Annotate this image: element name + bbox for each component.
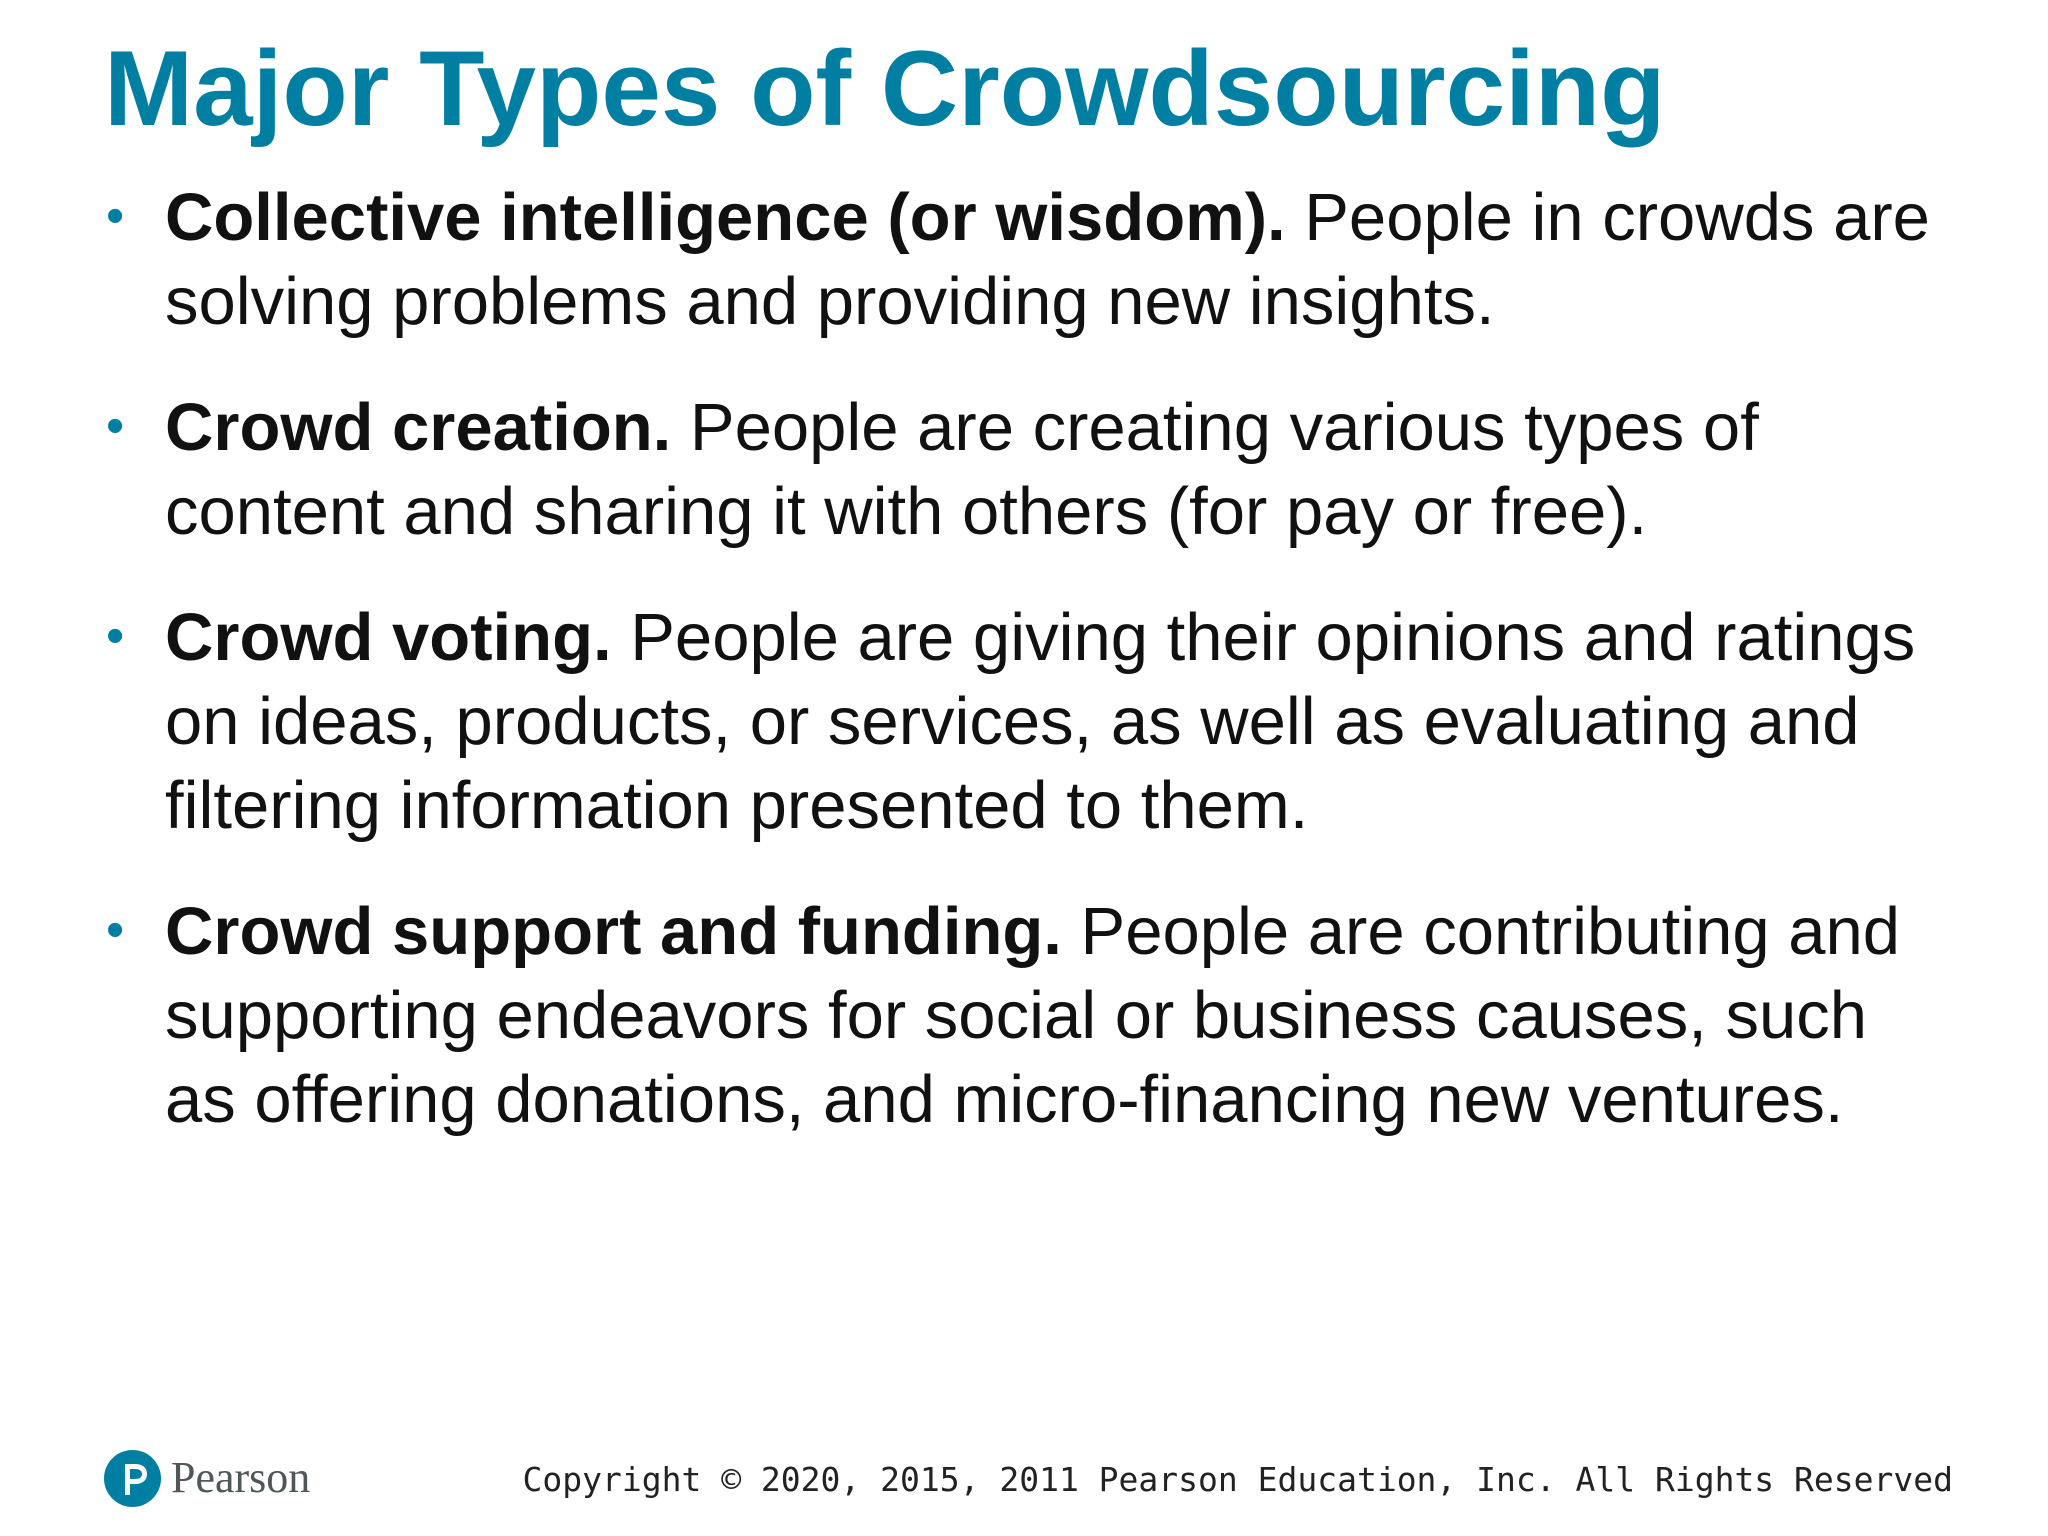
bullet-dot-icon: • [106, 901, 125, 959]
copyright-notice: Copyright © 2020, 2015, 2011 Pearson Education, Inc. All Rights Reserved [522, 1460, 1953, 1499]
bullet-term: Crowd creation. [165, 390, 672, 465]
bullet-text: People in crowds are solving problems and providing new insights. [165, 180, 1930, 339]
bullet-dot-icon: • [106, 607, 125, 665]
pearson-p-logo-icon [104, 1450, 161, 1507]
bullet-dot-icon: • [106, 397, 125, 455]
bullet-list [104, 176, 1934, 1184]
bullet-dot-icon: • [106, 187, 125, 245]
bullet-item [104, 386, 1934, 554]
bullet-text: People are creating various types of content and sharing it with others (for pay or free). [165, 390, 1759, 549]
bullet-term: Collective intelligence (or wisdom). [165, 180, 1286, 255]
bullet-text: People are giving their opinions and ratings on ideas, products, or services, as well as evaluating and filtering information presented to them. [165, 600, 1916, 843]
bullet-item [104, 890, 1934, 1142]
bullet-item [104, 176, 1934, 344]
bullet-term: Crowd support and funding. [165, 894, 1062, 969]
pearson-wordmark: Pearson [171, 1453, 311, 1502]
bullet-text: People are contributing and supporting endeavors for social or business causes, such as offering donations, and micro-financing new ventures. [165, 894, 1901, 1137]
pearson-logo [104, 1445, 310, 1511]
bullet-item [104, 596, 1934, 848]
slide-title: Major Types of Crowdsourcing [104, 28, 1666, 148]
bullet-term: Crowd voting. [165, 600, 612, 675]
